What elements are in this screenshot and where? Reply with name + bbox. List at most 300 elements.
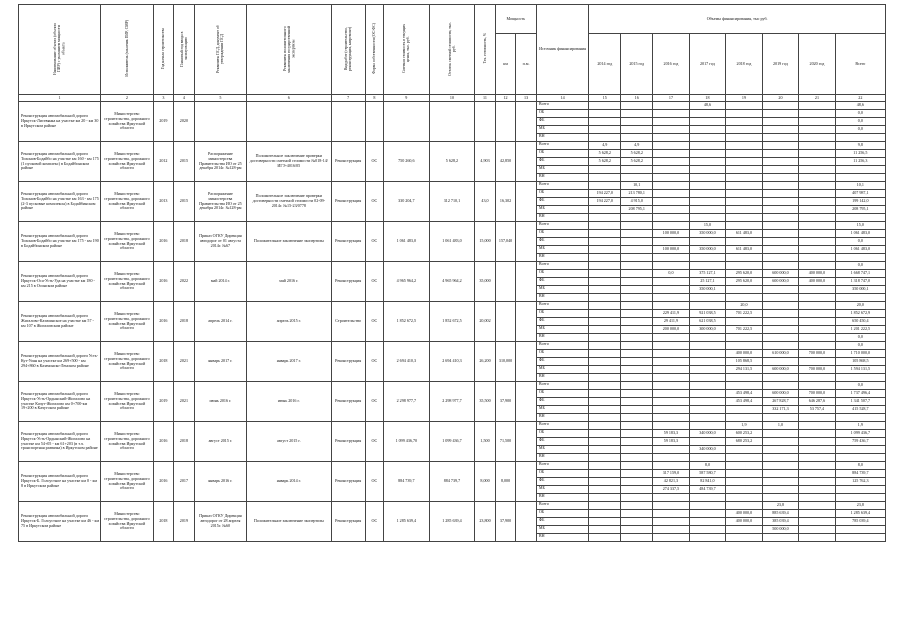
cell-total	[835, 374, 885, 382]
cell-name: Реконструкция автомобильной дороги Иркутск-Усть-Ордынский-Жигалово на участке км 54+05 - км 61+203 (в т.ч. транспортная развязка) в Иркутском районе	[19, 422, 101, 462]
cell-amount	[689, 126, 726, 134]
cell-form: ОС	[365, 262, 383, 302]
cell-amount: 350 000,0	[689, 246, 726, 254]
cell-amount	[762, 430, 799, 438]
cell-amount	[726, 478, 763, 486]
cell-amount: 921 038,5	[689, 310, 726, 318]
column-number: 22	[835, 95, 885, 102]
cell-ready: 35,000	[475, 262, 496, 302]
cell-amount	[589, 494, 621, 502]
cell-amount	[589, 166, 621, 174]
cell-exp: январь 2014 г.	[247, 462, 331, 502]
cell-amount	[653, 358, 690, 366]
cell-amount	[621, 366, 653, 374]
cell-amount	[799, 126, 836, 134]
cell-amount	[799, 110, 836, 118]
cell-amount	[726, 318, 763, 326]
table-row	[19, 182, 886, 190]
cell-amount	[589, 430, 621, 438]
source-label: ФБ	[536, 358, 588, 366]
header-exec: Исполнитель (заказчик ПИР, СМР)	[101, 5, 153, 95]
cell-amount	[689, 382, 726, 390]
cell-amount	[762, 462, 799, 470]
cell-amount	[799, 222, 836, 230]
cell-amount	[589, 294, 621, 302]
cell-amount: 500 000,0	[762, 526, 799, 534]
source-label: МБ	[536, 286, 588, 294]
cell-amount	[653, 150, 690, 158]
cell-amount: 20,0	[726, 302, 763, 310]
cell-total: 1 318 747,0	[835, 278, 885, 286]
cell-exp: июнь 2016 г.	[247, 382, 331, 422]
cell-kind: Строительство	[331, 302, 365, 342]
cell-amount: 400 000,0	[726, 350, 763, 358]
cell-amount: 5 628,2	[589, 150, 621, 158]
cell-amount	[621, 310, 653, 318]
cell-amount	[653, 222, 690, 230]
cell-total: 1 099 436,7	[835, 430, 885, 438]
cell-exec: Министерство строительства, дорожного хозяйства Иркутской области	[101, 222, 153, 262]
cell-ready	[475, 102, 496, 142]
cell-amount	[621, 102, 653, 110]
source-label: ВН	[536, 454, 588, 462]
cell-amount: 610 000,0	[762, 350, 799, 358]
table-row	[19, 382, 886, 390]
cell-end: 2015	[174, 182, 195, 222]
cell-amount	[762, 374, 799, 382]
cell-amount: 15,0	[689, 222, 726, 230]
cell-amount	[762, 126, 799, 134]
table-row	[19, 422, 886, 430]
cell-amount: 5 628,2	[621, 150, 653, 158]
cell-amount	[589, 110, 621, 118]
cell-psd: январь 2017 г.	[194, 342, 246, 382]
cell-ready: 23,800	[475, 502, 496, 542]
cell-amount	[589, 310, 621, 318]
column-number: 21	[799, 95, 836, 102]
cell-amount	[621, 374, 653, 382]
cell-form: ОС	[365, 422, 383, 462]
column-numbers-row	[19, 95, 886, 102]
cell-kind: Реконструкция	[331, 142, 365, 182]
cell-amount: 600 000,0	[762, 270, 799, 278]
cell-amount	[689, 110, 726, 118]
cell-kind: Реконструкция	[331, 262, 365, 302]
cell-amount	[653, 142, 690, 150]
cell-amount	[621, 494, 653, 502]
cell-amount	[653, 302, 690, 310]
cell-amount	[799, 198, 836, 206]
cell-psd: август 2015 г.	[194, 422, 246, 462]
cell-cost: 2 298 977,7	[384, 382, 430, 422]
cell-amount	[689, 390, 726, 398]
cell-amount: 4 915,0	[621, 198, 653, 206]
source-label: ФБ	[536, 278, 588, 286]
cell-amount	[799, 118, 836, 126]
cell-exp: Положительное заключение экспертизы	[247, 222, 331, 262]
cell-amount	[689, 414, 726, 422]
cell-amount: 229 411,9	[653, 310, 690, 318]
cell-total	[835, 526, 885, 534]
cell-amount	[589, 206, 621, 214]
cell-ready: 4,903	[475, 142, 496, 182]
cell-amount	[689, 198, 726, 206]
cell-amount	[653, 206, 690, 214]
header-end: Плановый год ввода в эксплуатацию	[174, 5, 195, 95]
cell-amount	[762, 382, 799, 390]
table-row	[19, 302, 886, 310]
cell-amount: 294 131,5	[726, 366, 763, 374]
cell-amount	[762, 302, 799, 310]
cell-amount: 700 000,0	[799, 366, 836, 374]
source-label: Всего	[536, 182, 588, 190]
cell-amount	[799, 302, 836, 310]
cell-amount: 213 780,1	[621, 190, 653, 198]
cell-amount	[621, 342, 653, 350]
cell-amount	[799, 374, 836, 382]
header-km: км	[495, 34, 516, 95]
cell-end: 2022	[174, 262, 195, 302]
cell-total: 0,0	[835, 126, 885, 134]
cell-psd: январь 2016 г.	[194, 462, 246, 502]
cell-amount: 700 000,0	[799, 390, 836, 398]
cell-cost: 2 694 410,3	[384, 342, 430, 382]
cell-amount	[799, 414, 836, 422]
cell-amount	[653, 510, 690, 518]
cell-km: 310,000	[495, 342, 516, 382]
cell-amount	[799, 342, 836, 350]
cell-amount	[726, 374, 763, 382]
cell-amount: 29 411,9	[653, 318, 690, 326]
cell-amount	[762, 478, 799, 486]
header-capacity: Мощность	[495, 5, 536, 34]
cell-amount	[726, 206, 763, 214]
cell-total: 15,0	[835, 222, 885, 230]
cell-amount	[799, 262, 836, 270]
cell-name: Реконструкция автомобильной дороги Усть-Кут-Уоян на участке км 269+500 - км 294+860 в Казачинско-Ленском районе	[19, 342, 101, 382]
financing-table	[18, 4, 886, 542]
column-number: 12	[495, 95, 516, 102]
column-number: 2	[101, 95, 153, 102]
cell-amount	[689, 366, 726, 374]
cell-amount	[589, 126, 621, 134]
cell-amount	[762, 294, 799, 302]
cell-amount: 701 222,5	[726, 310, 763, 318]
source-label: МБ	[536, 366, 588, 374]
column-number: 11	[475, 95, 496, 102]
cell-amount	[689, 350, 726, 358]
cell-amount	[621, 382, 653, 390]
cell-amount	[726, 334, 763, 342]
cell-amount	[689, 238, 726, 246]
source-label: ВН	[536, 494, 588, 502]
cell-total: 0,0	[835, 382, 885, 390]
column-number: 10	[429, 95, 475, 102]
cell-form: ОС	[365, 142, 383, 182]
cell-rest: 2 694 410,3	[429, 342, 475, 382]
cell-amount	[689, 254, 726, 262]
cell-amount	[621, 174, 653, 182]
source-label: МБ	[536, 126, 588, 134]
cell-start: 2013	[153, 182, 174, 222]
source-label: ОБ	[536, 510, 588, 518]
cell-amount	[653, 342, 690, 350]
cell-amount	[589, 486, 621, 494]
cell-amount	[589, 118, 621, 126]
cell-rest: 2 298 977,7	[429, 382, 475, 422]
cell-amount	[653, 118, 690, 126]
cell-km: 16,302	[495, 182, 516, 222]
cell-amount: 100 000,0	[653, 246, 690, 254]
cell-amount: 611 483,0	[726, 230, 763, 238]
cell-psd: май 2014 г.	[194, 262, 246, 302]
cell-amount	[653, 278, 690, 286]
cell-total: 208 795,1	[835, 206, 885, 214]
cell-amount	[589, 102, 621, 110]
cell-amount	[799, 502, 836, 510]
cell-amount	[689, 214, 726, 222]
source-label: ОБ	[536, 350, 588, 358]
cell-amount	[799, 430, 836, 438]
cell-amount	[762, 470, 799, 478]
cell-amount	[799, 438, 836, 446]
cell-amount	[799, 334, 836, 342]
header-year: 2014 год	[589, 34, 621, 95]
cell-amount	[762, 198, 799, 206]
source-label: МБ	[536, 486, 588, 494]
source-label: Всего	[536, 342, 588, 350]
cell-kind: Реконструкция	[331, 502, 365, 542]
cell-km: 157,040	[495, 222, 516, 262]
cell-amount: 53 757,4	[799, 406, 836, 414]
cell-amount	[589, 134, 621, 142]
cell-amount	[621, 430, 653, 438]
cell-start: 2016	[153, 422, 174, 462]
cell-amount	[589, 342, 621, 350]
cell-ready: 1,500	[475, 422, 496, 462]
cell-amount: 400 000,0	[726, 510, 763, 518]
cell-name: Реконструкция автомобильной дороги Иркутск-Оса-Усть-Уда на участке км 180 - км 215 в Осинском районе	[19, 262, 101, 302]
cell-amount: 194 227,0	[589, 190, 621, 198]
cell-amount	[726, 222, 763, 230]
cell-amount: 350 000,1	[689, 286, 726, 294]
cell-total: 1,9	[835, 422, 885, 430]
cell-total: 1 201 222,5	[835, 326, 885, 334]
cell-amount	[621, 334, 653, 342]
cell-exec: Министерство строительства, дорожного хозяйства Иркутской области	[101, 142, 153, 182]
cell-amount	[621, 510, 653, 518]
cell-amount: 5 628,2	[621, 158, 653, 166]
cell-total: 415 528,7	[835, 406, 885, 414]
cell-amount	[799, 150, 836, 158]
cell-end: 2019	[174, 502, 195, 542]
header-total: Всего	[835, 34, 885, 95]
cell-amount: 274 337,5	[653, 486, 690, 494]
cell-amount: 42 821,3	[653, 478, 690, 486]
cell-amount	[726, 446, 763, 454]
cell-amount	[689, 134, 726, 142]
cell-amount	[799, 510, 836, 518]
source-label: ФБ	[536, 318, 588, 326]
cell-amount	[589, 334, 621, 342]
cell-amount	[653, 422, 690, 430]
cell-amount	[689, 422, 726, 430]
cell-amount: 340 000,0	[689, 430, 726, 438]
column-number: 15	[589, 95, 621, 102]
cell-exec: Министерство строительства, дорожного хозяйства Иркутской области	[101, 262, 153, 302]
column-number: 6	[247, 95, 331, 102]
cell-amount	[799, 230, 836, 238]
cell-total	[835, 254, 885, 262]
cell-amount	[762, 438, 799, 446]
cell-rest: 1 285 639,4	[429, 502, 475, 542]
cell-psd: Распоряжение министерства Правительства ИО от 25 декабря 2014г. №128-рм	[194, 182, 246, 222]
source-label: ОБ	[536, 190, 588, 198]
cell-total	[835, 494, 885, 502]
cell-amount	[653, 350, 690, 358]
cell-exec: Министерство строительства, дорожного хозяйства Иркутской области	[101, 502, 153, 542]
source-label: ОБ	[536, 150, 588, 158]
header-cost: Сметная стоимость в текущих ценах, тыс. руб.	[384, 5, 430, 95]
cell-exec: Министерство строительства, дорожного хозяйства Иркутской области	[101, 102, 153, 142]
cell-amount	[653, 406, 690, 414]
cell-amount	[762, 446, 799, 454]
cell-amount	[762, 238, 799, 246]
cell-amount	[589, 518, 621, 526]
cell-amount: 701 222,5	[726, 326, 763, 334]
cell-amount	[621, 478, 653, 486]
cell-exp	[247, 102, 331, 142]
cell-pm	[516, 222, 537, 262]
cell-psd	[194, 102, 246, 142]
cell-form: ОС	[365, 382, 383, 422]
cell-amount	[589, 318, 621, 326]
cell-amount	[799, 190, 836, 198]
cell-kind: Реконструкция	[331, 382, 365, 422]
header-source: Источник финансирования	[536, 5, 588, 95]
cell-amount	[799, 462, 836, 470]
cell-kind: Реконструкция	[331, 342, 365, 382]
cell-amount	[726, 134, 763, 142]
cell-total: 199 142,0	[835, 198, 885, 206]
cell-amount	[589, 278, 621, 286]
cell-amount	[689, 398, 726, 406]
cell-total	[835, 214, 885, 222]
source-label: Всего	[536, 262, 588, 270]
cell-amount	[799, 294, 836, 302]
cell-total: 23,8	[835, 502, 885, 510]
source-label: ВН	[536, 334, 588, 342]
cell-end: 2020	[174, 102, 195, 142]
cell-amount	[689, 494, 726, 502]
cell-end: 2018	[174, 422, 195, 462]
cell-amount	[589, 414, 621, 422]
source-label: МБ	[536, 246, 588, 254]
cell-amount	[799, 326, 836, 334]
cell-amount	[689, 526, 726, 534]
cell-amount	[726, 102, 763, 110]
cell-amount: 646 287,6	[799, 398, 836, 406]
cell-amount	[589, 326, 621, 334]
header-form: Форма собственности (ОС/ФС)	[365, 5, 383, 95]
cell-amount	[621, 286, 653, 294]
cell-start: 2019	[153, 102, 174, 142]
cell-amount	[726, 118, 763, 126]
cell-total: 10,1	[835, 182, 885, 190]
cell-amount	[689, 302, 726, 310]
cell-amount	[589, 398, 621, 406]
cell-amount	[726, 526, 763, 534]
cell-amount: 885 639,4	[762, 510, 799, 518]
cell-amount	[653, 374, 690, 382]
source-label: ФБ	[536, 398, 588, 406]
cell-amount	[726, 190, 763, 198]
source-label: МБ	[536, 326, 588, 334]
table-row	[19, 262, 886, 270]
cell-pm	[516, 302, 537, 342]
cell-amount	[621, 254, 653, 262]
cell-amount	[726, 110, 763, 118]
cell-amount: 8,0	[689, 462, 726, 470]
column-number: 1	[19, 95, 101, 102]
cell-amount: 10,1	[621, 182, 653, 190]
cell-amount	[589, 374, 621, 382]
cell-km: 37,900	[495, 502, 516, 542]
cell-amount	[762, 166, 799, 174]
cell-total	[835, 454, 885, 462]
cell-amount	[726, 182, 763, 190]
cell-total: 759 436,7	[835, 438, 885, 446]
cell-amount	[621, 350, 653, 358]
cell-amount	[589, 446, 621, 454]
cell-cost: 884 739,7	[384, 462, 430, 502]
cell-amount	[726, 150, 763, 158]
cell-total: 0,0	[835, 262, 885, 270]
header-year: 2017 год	[689, 34, 726, 95]
source-label: ФБ	[536, 118, 588, 126]
cell-amount	[799, 494, 836, 502]
cell-total	[835, 414, 885, 422]
cell-total	[835, 134, 885, 142]
header-expertise: Реквизиты положительного заключения государственной экспертизы	[247, 5, 331, 95]
cell-amount	[689, 166, 726, 174]
cell-amount	[589, 286, 621, 294]
cell-amount	[653, 262, 690, 270]
cell-amount	[799, 470, 836, 478]
cell-amount: 295 620,0	[726, 278, 763, 286]
header-volumes: Объемы финансирования, тыс руб.	[589, 5, 886, 34]
cell-amount: 453 498,4	[726, 398, 763, 406]
cell-amount	[762, 182, 799, 190]
cell-amount	[653, 366, 690, 374]
cell-amount	[799, 454, 836, 462]
cell-amount: 611 483,0	[726, 246, 763, 254]
header-pm: п.м.	[516, 34, 537, 95]
cell-psd: Приказ ОГКУ Дирекция автодорог от 28 апреля 2015г. №60	[194, 502, 246, 542]
column-number: 18	[689, 95, 726, 102]
cell-total	[835, 174, 885, 182]
header-start: Год начала строительства	[153, 5, 174, 95]
cell-exec: Министерство строительства, дорожного хозяйства Иркутской области	[101, 382, 153, 422]
cell-amount	[653, 134, 690, 142]
column-number: 14	[536, 95, 588, 102]
cell-amount	[621, 270, 653, 278]
cell-total: 884 739,7	[835, 470, 885, 478]
column-number: 3	[153, 95, 174, 102]
cell-amount: 267 828,7	[762, 398, 799, 406]
cell-rest: 312 710,1	[429, 182, 475, 222]
cell-amount	[589, 382, 621, 390]
